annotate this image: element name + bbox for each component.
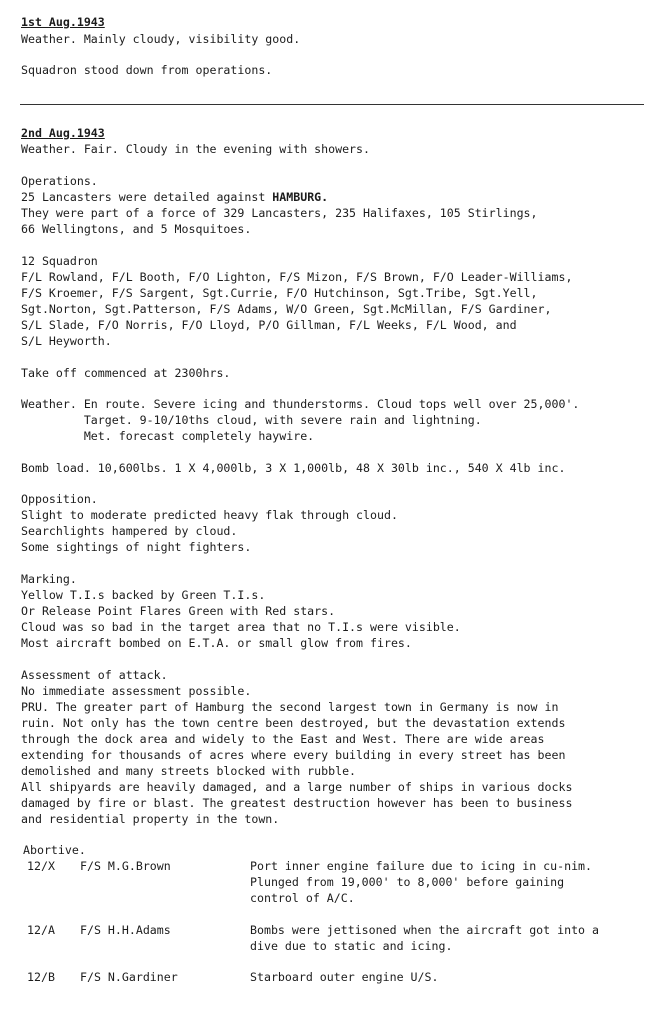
pilot-name: F/S H.H.Adams <box>80 923 171 937</box>
assessment-line: damaged by fire or blast. The greatest destruction however has been to business <box>21 796 573 810</box>
pilot-name: F/S M.G.Brown <box>80 859 171 873</box>
assessment-line: ruin. Not only has the town centre been destroyed, but the devastation extends <box>21 716 566 730</box>
aircraft-code: 12/B <box>27 970 55 984</box>
abort-reason-line: control of A/C. <box>250 891 355 905</box>
aircraft-code: 12/X <box>27 859 55 873</box>
crew-line: S/L Slade, F/O Norris, F/O Lloyd, P/O Gillman, F/L Weeks, F/L Wood, and <box>21 318 517 332</box>
opposition-line: Some sightings of night fighters. <box>21 540 252 554</box>
abort-reason-line: Starboard outer engine U/S. <box>250 970 439 984</box>
force-line: They were part of a force of 329 Lancasters, 235 Halifaxes, 105 Stirlings, <box>21 206 538 220</box>
marking-line: Most aircraft bombed on E.T.A. or small glow from fires. <box>21 636 412 650</box>
detail-text: 25 Lancasters were detailed against <box>21 190 266 204</box>
pilot-name: F/S N.Gardiner <box>80 970 178 984</box>
weather-line: Weather. Fair. Cloudy in the evening with showers. <box>21 142 371 156</box>
abort-reason-line: Plunged from 19,000' to 8,000' before gaining <box>250 875 565 889</box>
assessment-line: and residential property in the town. <box>21 812 280 826</box>
assessment-line: PRU. The greater part of Hamburg the second largest town in Germany is now in <box>21 700 559 714</box>
entry-date: 2nd Aug.1943 <box>21 126 105 140</box>
entry-date: 1st Aug.1943 <box>21 15 105 29</box>
assessment-line: extending for thousands of acres where every building in every street has been <box>21 748 566 762</box>
marking-line: Cloud was so bad in the target area that no T.I.s were visible. <box>21 620 461 634</box>
weather-line: Weather. Mainly cloudy, visibility good. <box>21 32 301 46</box>
opposition-heading: Opposition. <box>21 492 98 506</box>
crew-line: S/L Heyworth. <box>21 334 112 348</box>
marking-heading: Marking. <box>21 572 77 586</box>
opposition-line: Slight to moderate predicted heavy flak through cloud. <box>21 508 398 522</box>
weather-detail-line: Target. 9-10/10ths cloud, with severe rain and lightning. <box>21 413 482 427</box>
assessment-line: No immediate assessment possible. <box>21 684 252 698</box>
squadron-heading: 12 Squadron <box>21 254 98 268</box>
bomb-load-line: Bomb load. 10,600lbs. 1 X 4,000lb, 3 X 1,000lb, 48 X 30lb inc., 540 X 4lb inc. <box>21 461 566 475</box>
marking-line: Yellow T.I.s backed by Green T.I.s. <box>21 588 266 602</box>
crew-line: F/L Rowland, F/L Booth, F/O Lighton, F/S Mizon, F/S Brown, F/O Leader-Williams, <box>21 270 573 284</box>
force-line: 66 Wellingtons, and 5 Mosquitoes. <box>21 222 252 236</box>
crew-line: F/S Kroemer, F/S Sargent, Sgt.Currie, F/O Hutchinson, Sgt.Tribe, Sgt.Yell, <box>21 286 538 300</box>
takeoff-line: Take off commenced at 2300hrs. <box>21 366 231 380</box>
target-name: HAMBURG. <box>272 190 329 204</box>
abortive-heading: Abortive. <box>23 843 86 857</box>
assessment-heading: Assessment of attack. <box>21 668 168 682</box>
crew-line: Sgt.Norton, Sgt.Patterson, F/S Adams, W/O Green, Sgt.McMillan, F/S Gardiner, <box>21 302 552 316</box>
abort-reason-line: Bombs were jettisoned when the aircraft got into a <box>250 923 600 937</box>
weather-detail-line: Weather. En route. Severe icing and thunderstorms. Cloud tops well over 25,000'. <box>21 397 580 411</box>
opposition-line: Searchlights hampered by cloud. <box>21 524 238 538</box>
assessment-line: demolished and many streets blocked with rubble. <box>21 764 357 778</box>
operations-heading: Operations. <box>21 174 98 188</box>
operations-detail <box>21 189 328 205</box>
section-divider <box>20 104 644 105</box>
assessment-line: All shipyards are heavily damaged, and a large number of ships in various docks <box>21 780 573 794</box>
marking-line: Or Release Point Flares Green with Red stars. <box>21 604 336 618</box>
abort-reason-line: dive due to static and icing. <box>250 939 453 953</box>
assessment-line: through the dock area and widely to the East and West. There are wide areas <box>21 732 545 746</box>
weather-detail-line: Met. forecast completely haywire. <box>21 429 315 443</box>
operations-note: Squadron stood down from operations. <box>21 63 273 77</box>
abort-reason-line: Port inner engine failure due to icing in cu-nim. <box>250 859 593 873</box>
aircraft-code: 12/A <box>27 923 55 937</box>
